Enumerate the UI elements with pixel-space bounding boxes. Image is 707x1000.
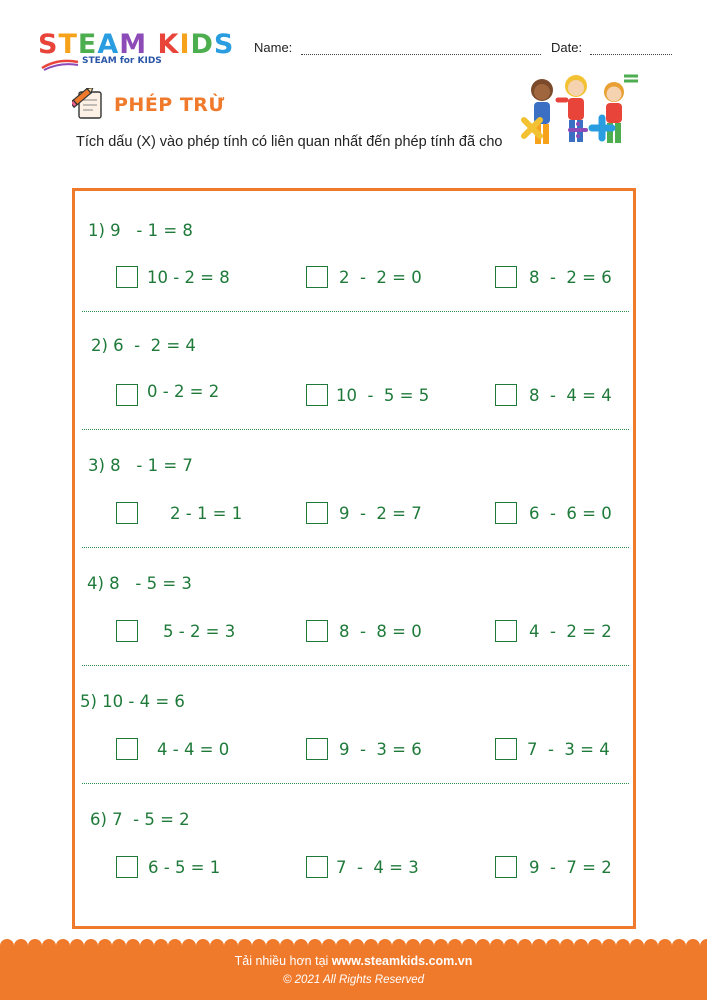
name-field[interactable] [301, 54, 541, 55]
question-2-option-3-label: 8 - 4 = 4 [529, 386, 612, 405]
question-2-prompt: 2) 6 - 2 = 4 [91, 336, 196, 355]
question-1-option-2-label: 2 - 2 = 0 [339, 268, 422, 287]
question-3-option-1-checkbox[interactable] [116, 502, 138, 524]
worksheet-title: PHÉP TRỪ [114, 94, 225, 116]
instruction-text: Tích dấu (X) vào phép tính có liên quan nhất đến phép tính đã cho [76, 134, 503, 150]
question-5-option-1-label: 4 - 4 = 0 [157, 740, 230, 759]
question-3-option-2-checkbox[interactable] [306, 502, 328, 524]
question-3-prompt: 3) 8 - 1 = 7 [88, 456, 193, 475]
question-4-prompt: 4) 8 - 5 = 3 [87, 574, 192, 593]
question-separator [82, 311, 629, 312]
question-5-option-3-checkbox[interactable] [495, 738, 517, 760]
question-2-option-2-label: 10 - 5 = 5 [336, 386, 430, 405]
question-4-option-3-label: 4 - 2 = 2 [529, 622, 612, 641]
question-separator [82, 665, 629, 666]
question-4-option-1-label: 5 - 2 = 3 [163, 622, 236, 641]
question-1-option-3-label: 8 - 2 = 6 [529, 268, 612, 287]
question-3-option-3-label: 6 - 6 = 0 [529, 504, 612, 523]
question-6-option-1-checkbox[interactable] [116, 856, 138, 878]
question-separator [82, 429, 629, 430]
question-3-option-3-checkbox[interactable] [495, 502, 517, 524]
question-6-option-2-checkbox[interactable] [306, 856, 328, 878]
question-6-option-3-label: 9 - 7 = 2 [529, 858, 612, 877]
question-2-option-1-label: 0 - 2 = 2 [147, 382, 220, 401]
question-separator [82, 547, 629, 548]
question-2-option-1-checkbox[interactable] [116, 384, 138, 406]
footer-download-prefix: Tải nhiều hơn tại [234, 954, 332, 968]
kids-with-math-symbols-illustration [514, 70, 644, 158]
question-2-option-3-checkbox[interactable] [495, 384, 517, 406]
steam-kids-logo [38, 30, 238, 74]
question-1-option-3-checkbox[interactable] [495, 266, 517, 288]
question-4-option-2-checkbox[interactable] [306, 620, 328, 642]
question-4-option-3-checkbox[interactable] [495, 620, 517, 642]
question-1-option-2-checkbox[interactable] [306, 266, 328, 288]
date-field[interactable] [590, 54, 672, 55]
question-3-option-1-label: 2 - 1 = 1 [170, 504, 243, 523]
question-6-prompt: 6) 7 - 5 = 2 [90, 810, 190, 829]
question-3-option-2-label: 9 - 2 = 7 [339, 504, 422, 523]
question-1-prompt: 1) 9 - 1 = 8 [88, 221, 193, 240]
logo-subtitle: STEAM for KIDS [82, 56, 162, 66]
question-5-option-1-checkbox[interactable] [116, 738, 138, 760]
date-label: Date: [551, 40, 583, 55]
logo-wordmark: STEAM KIDS [38, 29, 235, 60]
question-6-option-2-label: 7 - 4 = 3 [336, 858, 419, 877]
question-5-option-3-label: 7 - 3 = 4 [527, 740, 610, 759]
question-1-option-1-label: 10 - 2 = 8 [147, 268, 230, 287]
footer-copyright: © 2021 All Rights Reserved [282, 974, 424, 986]
footer-download-text [0, 954, 707, 968]
question-5-option-2-label: 9 - 3 = 6 [339, 740, 422, 759]
question-5-prompt: 5) 10 - 4 = 6 [80, 692, 185, 711]
question-2-option-2-checkbox[interactable] [306, 384, 328, 406]
logo-swoosh-icon [40, 56, 80, 72]
question-1-option-1-checkbox[interactable] [116, 266, 138, 288]
pencil-paper-icon [72, 88, 106, 122]
name-label: Name: [254, 40, 293, 55]
footer-website-link[interactable]: www.steamkids.com.vn [331, 954, 473, 968]
question-5-option-2-checkbox[interactable] [306, 738, 328, 760]
question-4-option-1-checkbox[interactable] [116, 620, 138, 642]
question-6-option-3-checkbox[interactable] [495, 856, 517, 878]
question-6-option-1-label: 6 - 5 = 1 [148, 858, 221, 877]
question-4-option-2-label: 8 - 8 = 0 [339, 622, 422, 641]
question-separator [82, 783, 629, 784]
